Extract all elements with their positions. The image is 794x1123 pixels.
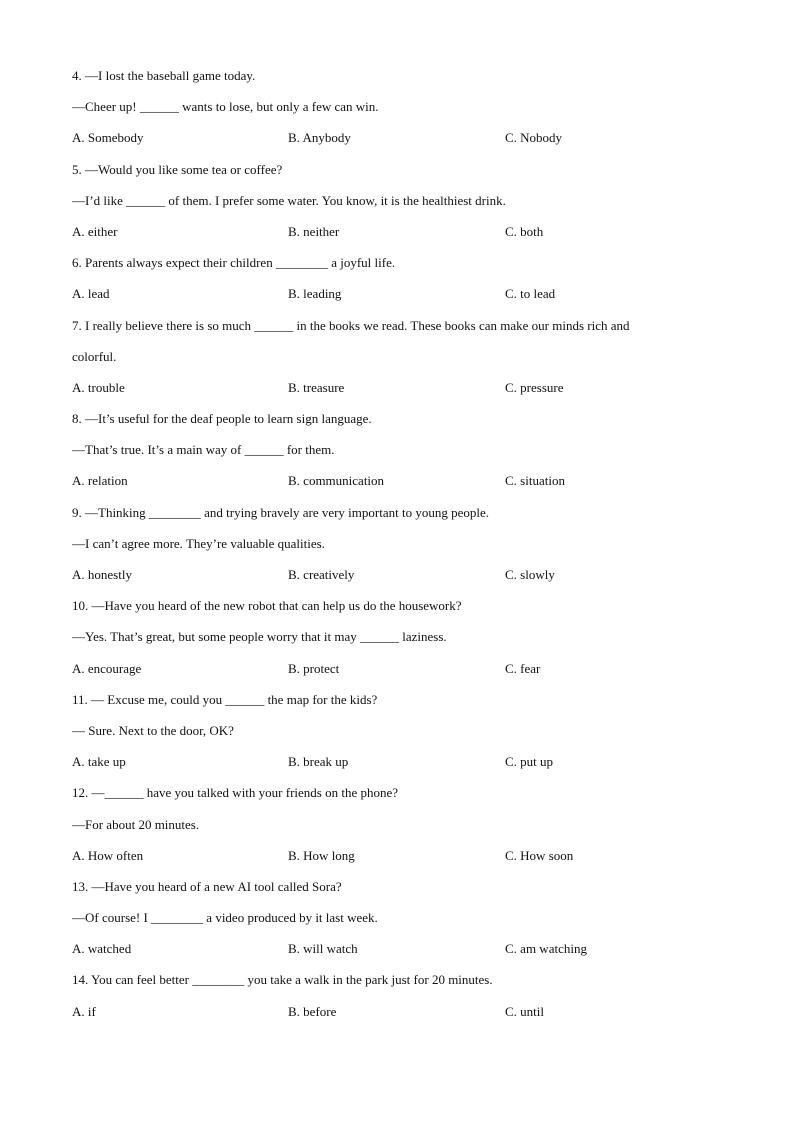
- question-9-prompt: 9. —Thinking ________ and trying bravely are very important to young people.: [72, 504, 489, 520]
- question-8-options: [72, 471, 732, 502]
- question-13-option-c: C. am watching: [505, 941, 587, 957]
- question-6-option-b: B. leading: [288, 286, 342, 302]
- question-14-option-c: C. until: [505, 1003, 545, 1019]
- question-8-response: —That’s true. It’s a main way of ______ for them.: [72, 442, 335, 458]
- question-6-option-c: C. to lead: [505, 286, 556, 302]
- question-11-prompt: 11. — Excuse me, could you ______ the map for the kids?: [72, 691, 378, 707]
- question-5-prompt: 5. —Would you like some tea or coffee?: [72, 161, 283, 177]
- question-11-options: [72, 752, 732, 783]
- question-4-option-b: B. Anybody: [288, 130, 351, 146]
- question-5-response: —I’d like ______ of them. I prefer some water. You know, it is the healthiest drink.: [72, 192, 506, 208]
- question-7-prompt: 7. I really believe there is so much ______ in the books we read. These books can make our minds rich and: [72, 317, 630, 333]
- question-13-prompt: 13. —Have you heard of a new AI tool called Sora?: [72, 878, 342, 894]
- question-9-response: —I can’t agree more. They’re valuable qualities.: [72, 535, 325, 551]
- question-13-option-a: A. watched: [72, 941, 132, 957]
- question-9-option-c: C. slowly: [505, 567, 555, 582]
- question-4-option-a: A. Somebody: [72, 130, 144, 146]
- question-11-response: — Sure. Next to the door, OK?: [72, 722, 234, 738]
- question-12-option-a: A. How often: [72, 847, 144, 863]
- question-14-prompt: 14. You can feel better ________ you take a walk in the park just for 20 minutes.: [72, 972, 493, 988]
- question-13-response: —Of course! I ________ a video produced by it last week.: [72, 910, 378, 926]
- question-7-prompt-continued: colorful.: [72, 348, 117, 364]
- question-9-options: [72, 565, 732, 596]
- question-12-option-b: B. How long: [288, 847, 355, 863]
- question-6-option-a: A. lead: [72, 286, 110, 302]
- question-5-option-a: A. either: [72, 223, 118, 239]
- question-14-options: [72, 1002, 732, 1033]
- question-6-options: [72, 284, 732, 315]
- question-14-option-b: B. before: [288, 1003, 337, 1019]
- question-8-option-a: A. relation: [72, 473, 128, 489]
- question-12-options: [72, 846, 732, 877]
- question-4-prompt: 4. —I lost the baseball game today.: [72, 68, 256, 83]
- question-7-option-a: A. trouble: [72, 379, 125, 395]
- question-10-option-b: B. protect: [288, 660, 340, 676]
- question-list: [72, 66, 732, 1033]
- question-8-option-c: C. situation: [505, 473, 565, 489]
- question-4-options: [72, 128, 732, 159]
- question-6-prompt: 6. Parents always expect their children ________ a joyful life.: [72, 255, 396, 271]
- question-13-option-b: B. will watch: [288, 941, 358, 957]
- question-8-prompt: 8. —It’s useful for the deaf people to learn sign language.: [72, 411, 372, 427]
- question-11-option-b: B. break up: [288, 754, 349, 770]
- question-11-option-c: C. put up: [505, 754, 554, 770]
- question-12-prompt: 12. —______ have you talked with your friends on the phone?: [72, 785, 399, 801]
- question-8-option-b: B. communication: [288, 473, 385, 489]
- question-5-option-c: C. both: [505, 223, 544, 239]
- question-5-option-b: B. neither: [288, 223, 340, 239]
- question-10-response: —Yes. That’s great, but some people worry that it may ______ laziness.: [72, 629, 447, 645]
- question-13-options: [72, 939, 732, 970]
- question-10-option-a: A. encourage: [72, 660, 142, 676]
- question-7-option-b: B. treasure: [288, 379, 345, 395]
- question-9-option-b: B. creatively: [288, 567, 355, 582]
- question-10-prompt: 10. —Have you heard of the new robot that can help us do the housework?: [72, 598, 462, 614]
- question-12-option-c: C. How soon: [505, 847, 574, 863]
- question-10-option-c: C. fear: [505, 660, 541, 676]
- question-9-option-a: A. honestly: [72, 567, 132, 582]
- question-4-option-c: C. Nobody: [505, 130, 563, 146]
- question-10-options: [72, 659, 732, 690]
- question-7-option-c: C. pressure: [505, 379, 564, 395]
- question-5-options: [72, 222, 732, 253]
- question-7-options: [72, 378, 732, 409]
- question-11-option-a: A. take up: [72, 754, 126, 770]
- question-4-response: —Cheer up! ______ wants to lose, but only a few can win.: [72, 99, 379, 115]
- question-14-option-a: A. if: [72, 1003, 96, 1019]
- question-12-response: —For about 20 minutes.: [72, 816, 200, 832]
